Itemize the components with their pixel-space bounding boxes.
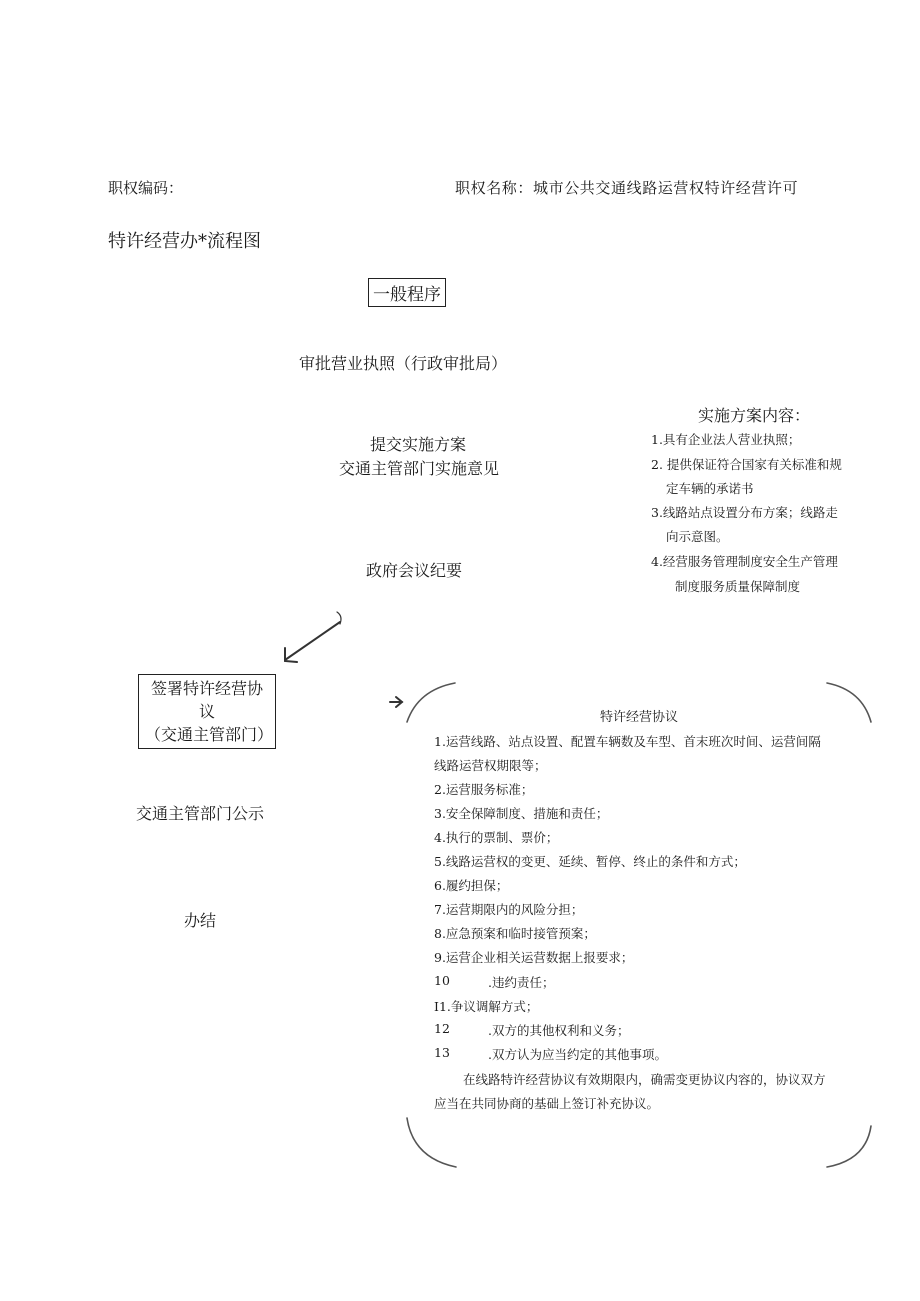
- agreement-item: 8.应急预案和临时接管预案；: [434, 926, 596, 941]
- plan-content-line: 3.线路站点设置分布方案；线路走: [651, 505, 838, 520]
- agreement-closing-line: 应当在共同协商的基础上签订补充协议。: [434, 1096, 660, 1111]
- flow-chart-title: 特许经营办*流程图: [108, 231, 261, 252]
- plan-content-line: 1.具有企业法人营业执照；: [651, 432, 801, 447]
- agreement-item-number: 13: [434, 1045, 450, 1060]
- agreement-title: 特许经营协议: [600, 710, 679, 725]
- authority-name-label: 职权名称：城市公共交通线路运营权特许经营许可: [455, 179, 799, 197]
- agreement-item: .双方的其他权利和义务；: [488, 1023, 630, 1038]
- plan-content-line: 定车辆的承诺书: [666, 481, 754, 496]
- agreement-item: 1.运营线路、站点设置、配置车辆数及车型、首末班次时间、运营间隔: [434, 734, 821, 749]
- agreement-item-number: 10: [434, 973, 450, 988]
- step-publicity: 交通主管部门公示: [136, 804, 265, 823]
- plan-content-line: 制度服务质量保障制度: [675, 579, 801, 594]
- plan-content-line: 2. 提供保证符合国家有关标准和规: [651, 457, 842, 472]
- sign-agreement-line1: 签署特许经营协议: [150, 679, 263, 721]
- agreement-item: 4.执行的票制、票价；: [434, 830, 559, 845]
- agreement-item: 线路运营权期限等；: [434, 758, 547, 773]
- plan-contents-title: 实施方案内容：: [698, 406, 811, 425]
- plan-content-line: 向示意图。: [666, 529, 729, 544]
- step-transport-opinion: 交通主管部门实施意见: [339, 459, 500, 478]
- plan-content-line: 4.经营服务管理制度安全生产管理: [651, 554, 838, 569]
- step-government-meeting: 政府会议纪要: [366, 561, 463, 580]
- agreement-item-number: 12: [434, 1021, 450, 1036]
- diagonal-arrow-icon: [285, 612, 341, 662]
- agreement-item: 7.运营期限内的风险分担；: [434, 902, 584, 917]
- agreement-item: 5.线路运营权的变更、延续、暂停、终止的条件和方式；: [434, 854, 746, 869]
- agreement-item: .违约责任；: [488, 975, 555, 990]
- step-complete: 办结: [184, 911, 217, 930]
- agreement-item: .双方认为应当约定的其他事项。: [488, 1047, 667, 1062]
- agreement-item: 2.运营服务标准；: [434, 782, 534, 797]
- authority-code-label: 职权编码：: [108, 179, 184, 197]
- general-procedure-label: 一般程序: [368, 278, 446, 307]
- right-arrow-icon: [390, 697, 402, 707]
- sign-agreement-line2: （交通主管部门）: [145, 725, 274, 744]
- step-business-license: 审批营业执照（行政审批局）: [299, 354, 508, 373]
- agreement-item: I1.争议调解方式；: [434, 999, 539, 1014]
- step-submit-plan: 提交实施方案: [370, 435, 467, 454]
- agreement-item: 9.运营企业相关运营数据上报要求；: [434, 950, 634, 965]
- agreement-item: 3.安全保障制度、措施和责任；: [434, 806, 609, 821]
- agreement-item: 6.履约担保；: [434, 878, 509, 893]
- agreement-closing-line: 在线路特许经营协议有效期限内，确需变更协议内容的，协议双方: [463, 1072, 826, 1087]
